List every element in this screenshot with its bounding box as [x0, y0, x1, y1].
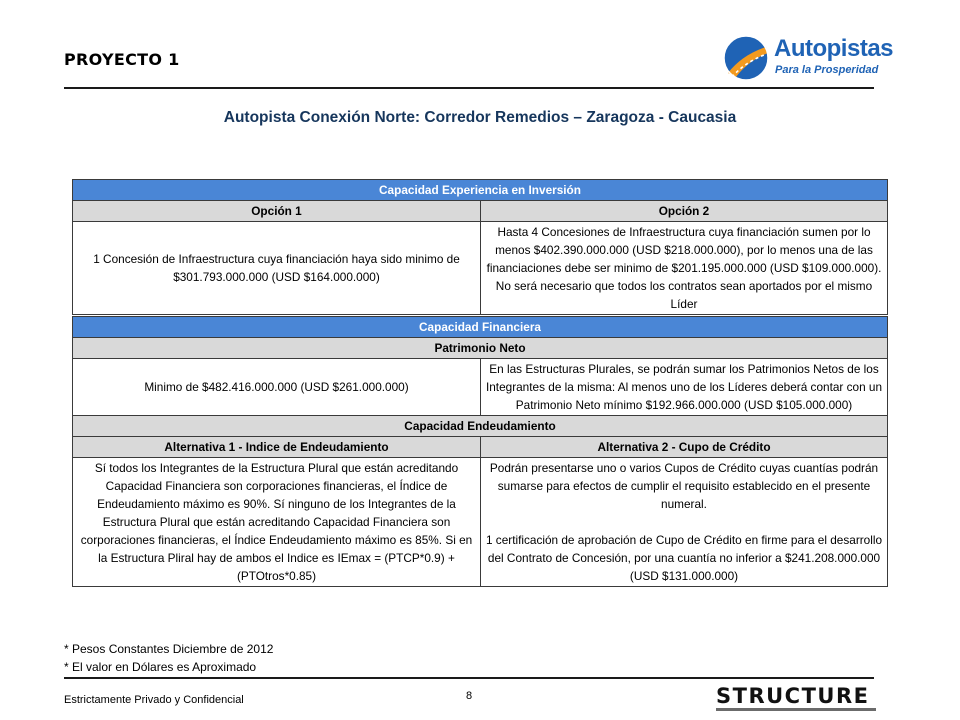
footer-divider [64, 677, 874, 679]
alternative-2-paragraph-1: Podrán presentarse uno o varios Cupos de Crédito cuyas cuantías podrán sumarse para efectos de cumplir el requisito establecido en el presente numeral. [489, 461, 879, 511]
option-2-text: Hasta 4 Concesiones de Infraestructura cuya financiación sumen por lo menos $402.390.000.000 (USD $218.000.000), por lo menos una de las financiaciones debe ser minimo de $201.195.000.000 (USD $109.000.000). No será necesario que todos los contratos sean aportados por el mismo Líder [481, 222, 888, 315]
alternative-1-header: Alternativa 1 - Indice de Endeudamiento [73, 437, 481, 458]
alternative-2-header: Alternativa 2 - Cupo de Crédito [481, 437, 888, 458]
road-globe-icon [722, 33, 772, 83]
financial-table [72, 316, 888, 587]
alternative-2-paragraph-2: 1 certificación de aprobación de Cupo de Crédito en firme para el desarrollo del Contrato de Concesión, por una cuantía no inferior a $241.208.000.000 (USD $131.000.000) [485, 533, 883, 583]
alternative-1-text: Sí todos los Integrantes de la Estructura Plural que están acreditando Capacidad Financiera son corporaciones financieras, el Índice de Endeudamiento máximo es 90%. Sí ninguno de los Integrantes de la Estructura Plural que están acreditando Capacidad Financiera son corporaciones financieras, el Índice Endeudamiento máximo es 85%. Si en la Estructura Pliral hay de ambos el Indice es IEmax = (PTCP*0.9) + (PTOtros*0.85) [73, 458, 481, 587]
logo-tagline: Para la Prosperidad [775, 64, 879, 76]
autopistas-logo [722, 33, 894, 83]
financial-title: Capacidad Financiera [73, 317, 888, 338]
brand-name: STRUCTURE [716, 684, 870, 708]
experience-title: Capacidad Experiencia en Inversión [73, 180, 888, 201]
logo-title: Autopistas [774, 35, 894, 62]
alternative-2-cell [481, 458, 888, 587]
confidentiality-note: Estrictamente Privado y Confidencial [64, 694, 244, 706]
option-1-header: Opción 1 [73, 201, 481, 222]
experience-table [72, 179, 888, 315]
equity-header: Patrimonio Neto [73, 338, 888, 359]
footnote: * Pesos Constantes Diciembre de 2012 [64, 642, 274, 656]
structure-logo [716, 684, 876, 712]
option-1-text: 1 Concesión de Infraestructura cuya financiación haya sido minimo de $301.793.000.000 (USD $164.000.000) [73, 222, 481, 315]
equity-minimum: Minimo de $482.416.000.000 (USD $261.000.000) [73, 359, 481, 416]
footnotes [64, 640, 273, 676]
page-title: PROYECTO 1 [64, 50, 180, 69]
debt-capacity-header: Capacidad Endeudamiento [73, 416, 888, 437]
footnote: * El valor en Dólares es Aproximado [64, 660, 257, 674]
header-divider [64, 87, 874, 89]
option-2-header: Opción 2 [481, 201, 888, 222]
page-number: 8 [466, 690, 473, 702]
project-subtitle: Autopista Conexión Norte: Corredor Remedios – Zaragoza - Caucasia [223, 109, 737, 126]
brand-underline [716, 708, 876, 711]
equity-plural-text: En las Estructuras Plurales, se podrán sumar los Patrimonios Netos de los Integrantes de la misma: Al menos uno de los Líderes deberá contar con un Patrimonio Neto mínimo $192.966.000.000 (USD $105.000.000) [481, 359, 888, 416]
